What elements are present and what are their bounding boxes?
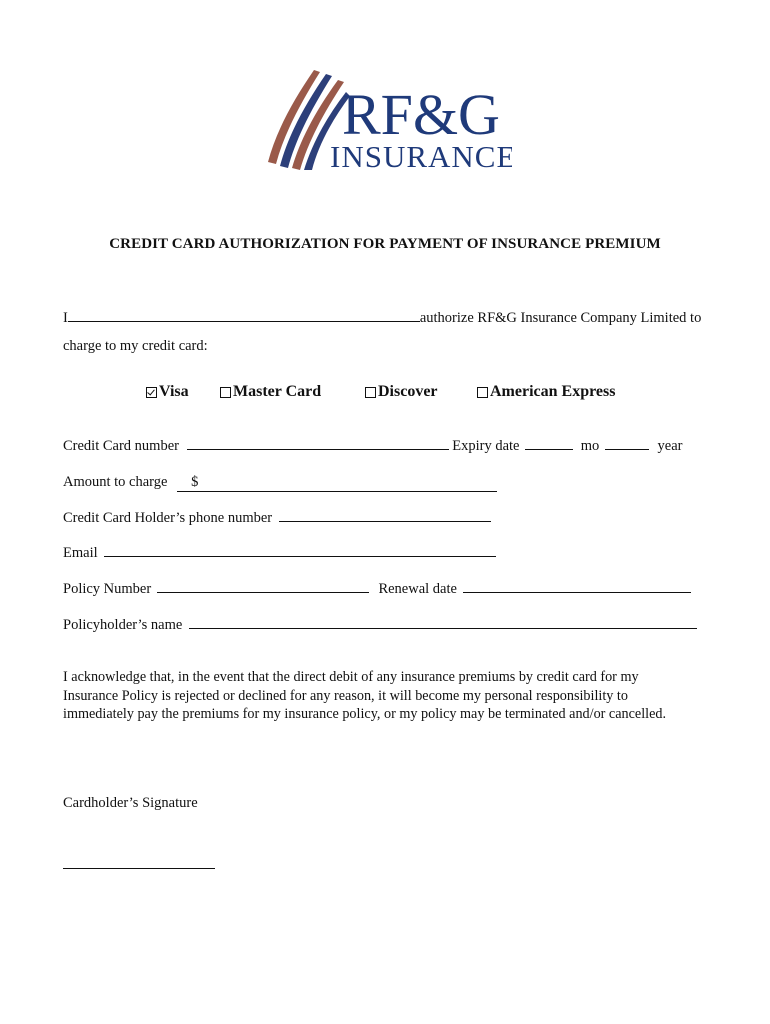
checkbox-icon[interactable] [365,387,376,398]
acknowledgement-line: Insurance Policy is rejected or declined for any reason, it will become my personal responsibility to [63,687,628,704]
renewal-label: Renewal date [378,581,457,597]
intro-suffix: authorize RF&G Insurance Company Limited to [419,310,702,326]
policyholder-label: Policyholder’s name [63,617,183,633]
policy-number-label: Policy Number [63,581,152,597]
checkbox-visa[interactable] [146,383,189,401]
amount-label: Amount to charge [63,474,168,490]
checkbox-icon[interactable] [477,387,488,398]
phone-field[interactable] [279,520,491,522]
checkbox-master-card[interactable] [220,383,321,401]
policyholder-row [63,617,697,634]
checkbox-visa-label: Visa [159,383,189,400]
renewal-date-field[interactable] [463,591,691,593]
mo-label: mo [580,438,600,454]
acknowledgement-line: I acknowledge that, in the event that the direct debit of any insurance premiums by credit card for my [63,669,639,685]
checkbox-american-express-label: American Express [490,383,616,400]
signature-field[interactable] [63,868,215,869]
currency-symbol: $ [191,474,199,490]
logo-stripes-icon [262,62,512,172]
checkbox-checked-icon[interactable] [146,387,157,398]
policyholder-name-field[interactable] [189,627,697,629]
intro-line-2: charge to my credit card: [63,338,208,354]
policy-number-field[interactable] [157,591,369,593]
amount-field[interactable] [177,474,497,492]
policy-row [63,581,691,598]
phone-row [63,510,491,527]
acknowledgement-paragraph [63,668,723,724]
intro-prefix: I [63,310,68,326]
checkbox-icon[interactable] [220,387,231,398]
rfg-insurance-logo [262,62,512,172]
card-number-row [63,438,682,455]
expiry-month-field[interactable] [525,448,573,450]
expiry-label: Expiry date [452,438,520,454]
name-field[interactable] [68,320,420,322]
card-number-label: Credit Card number [63,438,179,454]
card-number-field[interactable] [187,448,449,450]
amount-row [63,474,497,492]
signature-label: Cardholder’s Signature [63,795,198,811]
logo-brand-text: RF&G [342,82,500,147]
intro-line [63,310,701,327]
logo-sub-text: INSURANCE [330,139,512,172]
year-label: year [657,438,683,454]
email-label: Email [63,545,98,561]
checkbox-master-card-label: Master Card [233,383,322,400]
phone-label: Credit Card Holder’s phone number [63,510,273,526]
checkbox-discover[interactable] [365,383,438,401]
checkbox-american-express[interactable] [477,383,615,401]
checkbox-discover-label: Discover [378,383,438,400]
form-title: CREDIT CARD AUTHORIZATION FOR PAYMENT OF INSURANCE PREMIUM [109,236,661,252]
email-field[interactable] [104,555,496,557]
email-row [63,545,496,562]
acknowledgement-line: immediately pay the premiums for my insurance policy, or my policy may be terminated and/or cancelled. [63,706,667,722]
expiry-year-field[interactable] [605,448,649,450]
